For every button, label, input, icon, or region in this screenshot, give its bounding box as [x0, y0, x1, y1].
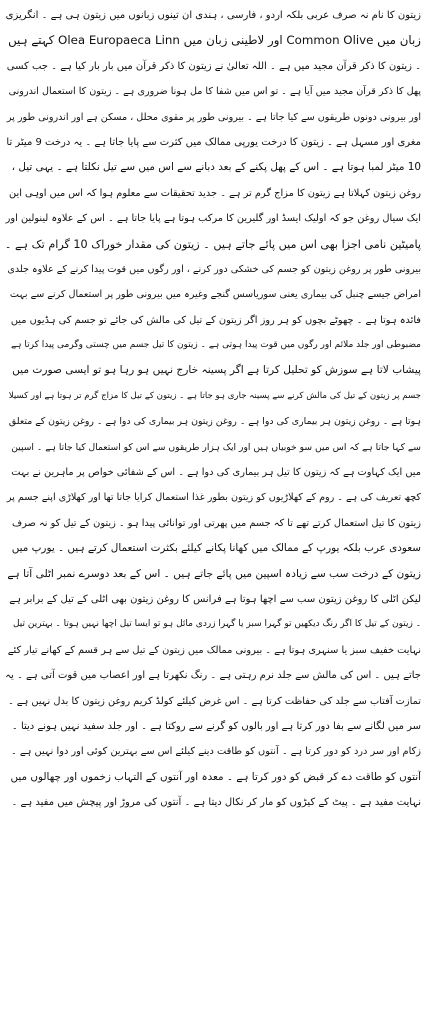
- article-line: زیتون کا تیل استعمال کرتے تھے تا کہ جسم میں پھرتی اور توانائی پیدا ہو ۔ زیتون کے تیل کو نہ صرف: [12, 517, 421, 529]
- article-line: زیتون کے درخت سب سے زیادہ اسپین میں پائے جاتے ہیں ۔ اس کے بعد دوسرے نمبر اٹلی آتا ہے: [7, 567, 421, 580]
- article-line: ۔ زیتون کے تیل کا اگر رنگ دیکھیں تو گہرا سبز یا گہرا زردی مائل ہو تو ایسا تیل اچھا نہیں ہوتا ۔ بہترین تیل: [12, 619, 421, 630]
- article-line: سر میں لگانے سے بفا دور کرتا ہے اور بالوں کو گرنے سے روکتا ہے ۔ اور جلد سفید نہیں ہونے دیتا ۔: [11, 720, 421, 732]
- article-line: پھل کا ذکر قرآن مجید میں آیا ہے ۔ تو اس میں شفا کا مل ہونا ضروری ہے ۔ زیتون کا استعمال اندرونی: [8, 86, 421, 98]
- article-line: جاتے ہیں ۔ اس کی مالش سے جلد نرم رہتی ہے ۔ رنگ نکھرتا ہے اور اعصاب میں قوت آتی ہے ۔ یہ: [5, 670, 421, 682]
- article-body: [5, 3, 421, 816]
- article-line: ایک سیال روغن جو کہ اولیک ایسڈ اور گلیرین کا مرکب ہوتا ہے پایا جاتا ہے ۔ اس کے علاوہ لینولین اور: [5, 213, 421, 225]
- article-line: سعودی عرب بلکہ یورپ کے ممالک میں کھانا پکانے کیلئے بکثرت استعمال کرتے ہیں ۔ یورپ میں: [11, 542, 421, 555]
- article-line: امراض جیسے چنبل کی بیماری یعنی سوریاسس گنجے وغیرہ میں بیرونی طور پر استعمال کرنے سے بہت: [9, 289, 421, 301]
- article-line: مغری اور مسہل ہے ۔ زیتون کا درخت یورپی ممالک میں کثرت سے پایا جاتا ہے ۔ یہ درخت 9 میٹر تا: [6, 136, 421, 148]
- article-line: لیکن اٹلی کا روغن زیتون سب سے اچھا ہوتا ہے فرانس کا روغن زیتون بھی اٹلی کے تیل کے برابر ہے: [9, 593, 421, 605]
- article-line: پامیٹین نامی اجزا بھی اس میں پائے جاتے ہیں ۔ زیتون کی مقدار خوراک 10 گرام تک ہے ۔: [5, 237, 421, 251]
- article-line: مضبوطی اور جلد ملائم اور رگوں میں قوت پیدا ہوتی ہے ۔ زیتون کا تیل جسم میں چستی وگرمی پیدا کرتا ہے: [10, 340, 421, 351]
- article-line: آنتوں کو طاقت دے کر قبض کو دور کرتا ہے ۔ معدہ اور آنتوں کے التہاب زخموں اور چھالوں میں: [10, 770, 421, 783]
- article-line: پیشاب لاتا ہے سوزش کو تحلیل کرتا ہے اگر پسینہ خارج نہیں ہو رہا ہو تو ایسی صورت میں: [12, 364, 421, 377]
- article-line: ۔ زیتون کا ذکر قرآن مجید میں ہے ۔ اللہ تعالیٰ نے زیتون کا ذکر قرآن میں بار بار کیا ہے ۔ جب کسی: [6, 60, 421, 72]
- article-line: نہایت مفید ہے ۔ پیٹ کے کیڑوں کو مار کر نکال دیتا ہے ۔ آنتوں کی مروڑ اور پیچش میں مفید ہے ۔: [11, 797, 421, 809]
- article-line: زکام اور سر درد کو دور کرتا ہے ۔ آنتوں کو طاقت دینے کیلئے اس سے بہترین کوئی اور دوا نہیں ہے ۔: [11, 746, 421, 758]
- article-line: بیرونی طور پر روغن زیتون کو جسم کی خشکی دور کرنے ، اور رگوں میں قوت پیدا کرنے کے علاوہ جلدی: [7, 263, 421, 275]
- article-line: فائدہ ہوتا ہے ۔ چھوٹے بچوں کو ہر روز اگر زیتون کے تیل کی مالش کی جائے تو جسم کی ہڈیوں میں: [10, 314, 421, 326]
- article-line: نہایت خفیف سبز یا سنہری ہوتا ہے ۔ بیرونی ممالک میں زیتون کے تیل سے ہر قسم کے کھانے تیار کئے: [7, 644, 421, 656]
- article-line: سے کہا جاتا ہے کہ اس میں سو خوبیاں ہیں اور ایک ہزار طریقوں سے اس کو استعمال کیا جاتا ہے ۔ اسپین: [11, 441, 421, 453]
- article-line: جسم پر زیتون کے تیل کی مالش کرنے سے پسینہ جاری ہو جاتا ہے ۔ زیتون کے تیل کا مزاج گرم تر ہوتا ہے اور کسیلا: [8, 390, 421, 401]
- article-line: 10 میٹر لمبا ہوتا ہے ۔ اس کے پھل پکنے کے بعد دبانے سے اس میں سے تیل نکلتا ہے ۔ یہی تیل ،: [11, 161, 421, 174]
- article-line: اور بیرونی دونوں طریقوں سے کیا جاتا ہے ۔ بیرونی طور پر مقوی محلل ، مسکن ہے اور اندرونی طور پر: [6, 111, 421, 123]
- article-line: کچھ تعریف کی ہے ۔ روم کے کھلاڑیوں کو زیتون بطور غذا استعمال کرایا جاتا تھا اور کھلاڑی اپنے جسم پر: [6, 492, 421, 504]
- article-line: میں ایک کہاوت ہے کہ زیتون کا تیل ہر بیماری کی دوا ہے ۔ اس کے شفائی خواص پر ماہرین نے بہت: [11, 467, 421, 479]
- article-line: زیتون کا نام نہ صرف عربی بلکہ اردو ، فارسی ، ہندی ان تینوں زبانوں میں زیتون ہی ہے ۔ انگریزی: [5, 10, 421, 21]
- article-line: زبان میں Common Olive اور لاطینی زبان میں Olea Europaeca Linn کہتے ہیں: [8, 33, 421, 48]
- article-line: ہوتا ہے ۔ روغن زیتون ہر بیماری کی دوا ہے ۔ روغن زیتون ہر بیماری کی دوا ہے ۔ روغن زیتون کے متعلق: [8, 416, 421, 428]
- article-line: تمازت آفتاب سے جلد کی حفاظت کرتا ہے ۔ اس غرض کیلئے کولڈ کریم روغن زیتون کا بدل نہیں ہے ۔: [7, 695, 421, 707]
- article-line: روغن زیتون کہلاتا ہے زیتون کا مزاج گرم تر ہے ۔ جدید تحقیقات سے معلوم ہوا کہ اس میں اوہی این: [9, 187, 421, 199]
